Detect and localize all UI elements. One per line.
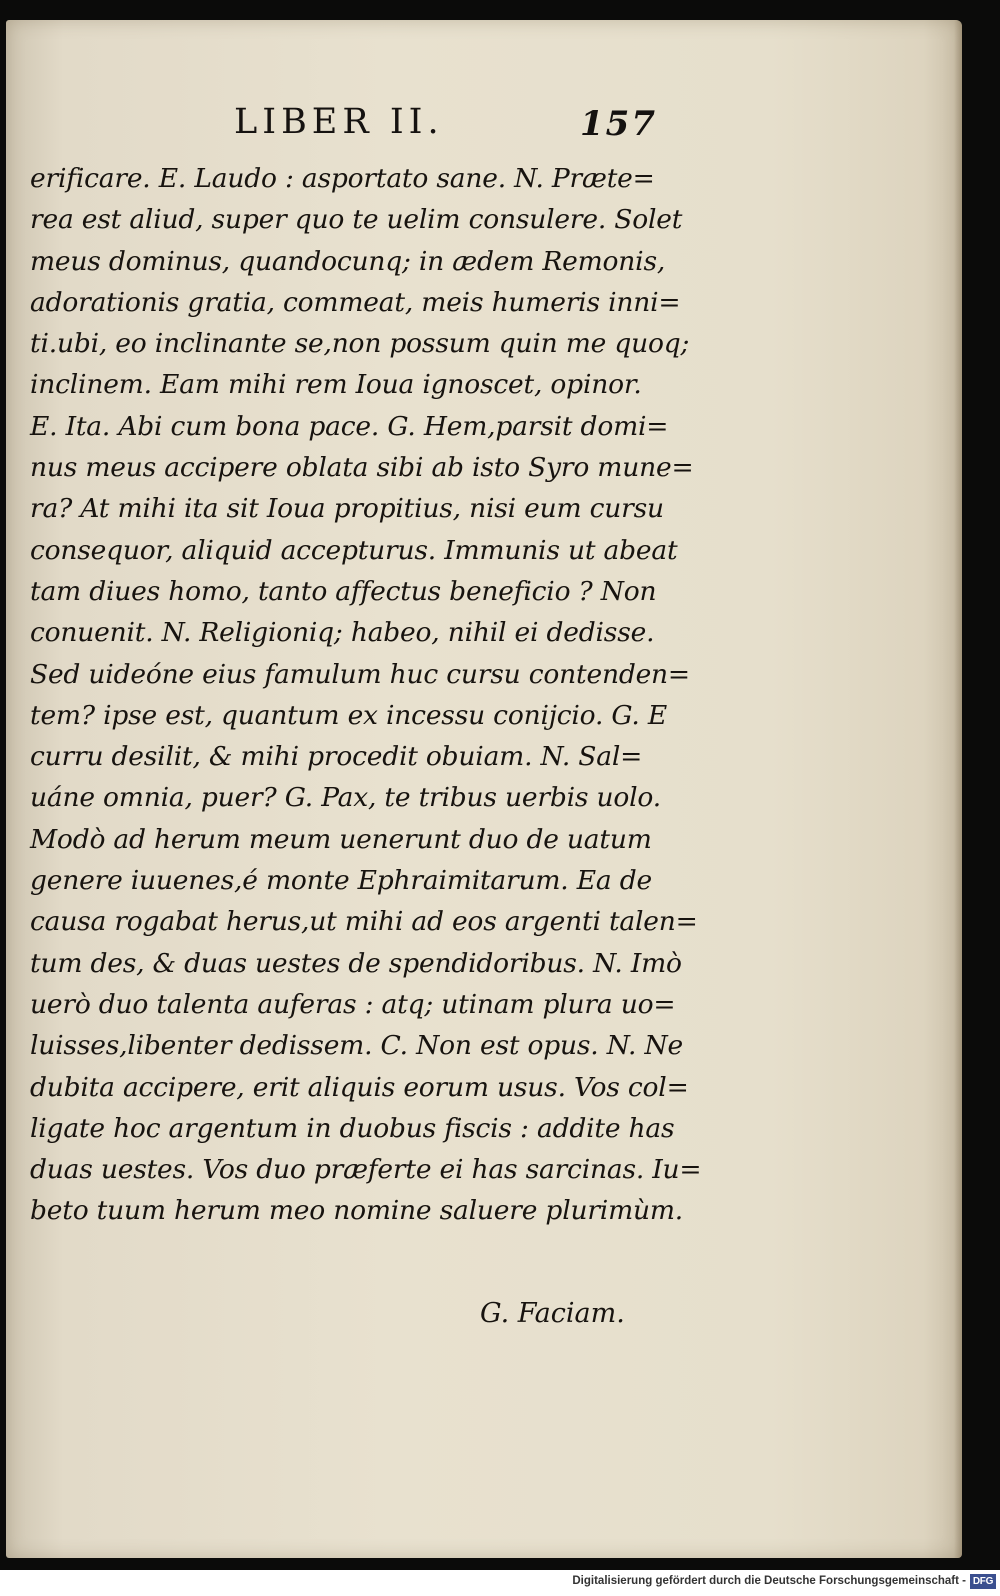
text-line: E. Ita. Abi cum bona pace. G. Hem,parsit domi= (30, 410, 669, 442)
dfg-logo-icon: DFG (970, 1574, 996, 1589)
text-line: tem? ipse est, quantum ex incessu conijcio. G. E (30, 699, 668, 731)
book-page (6, 20, 962, 1558)
digitization-footer (0, 1570, 1000, 1596)
funding-credit: Digitalisierung gefördert durch die Deutsche Forschungsgemeinschaft - (572, 1575, 966, 1587)
text-line: ligate hoc argentum in duobus fiscis : addite has (30, 1112, 675, 1144)
text-line: conuenit. N. Religioniq; habeo, nihil ei dedisse. (30, 617, 655, 649)
text-line: Modò ad herum meum uenerunt duo de uatum (30, 823, 652, 855)
text-line: erificare. E. Laudo : asportato sane. N. Præte= (30, 163, 655, 194)
text-line: rea est aliud, super quo te uelim consulere. Solet (30, 204, 683, 236)
text-line: meus dominus, quandocunq; in ædem Remonis, (30, 245, 666, 277)
text-line: adorationis gratia, commeat, meis humeris inni= (30, 286, 681, 318)
text-line: luisses,libenter dedissem. C. Non est opus. N. Ne (30, 1030, 683, 1062)
text-line: inclinem. Eam mihi rem Ioua ignoscet, opinor. (30, 369, 642, 401)
running-head: LIBER II. (234, 102, 444, 142)
text-line: ra? At mihi ita sit Ioua propitius, nisi eum cursu (30, 493, 664, 525)
text-line: beto tuum herum meo nomine saluere plurimùm. (30, 1195, 684, 1227)
text-line: uerò duo talenta auferas : atq; utinam plura uo= (30, 988, 676, 1020)
text-line: genere iuuenes,é monte Ephraimitarum. Ea de (30, 865, 652, 897)
text-line: dubita accipere, erit aliquis eorum usus. Vos col= (30, 1071, 689, 1103)
text-line: consequor, aliquid accepturus. Immunis ut abeat (30, 534, 678, 566)
text-line: duas uestes. Vos duo præferte ei has sarcinas. Iu= (30, 1154, 702, 1186)
text-line: causa rogabat herus,ut mihi ad eos argenti talen= (30, 906, 698, 938)
text-line: tum des, & duas uestes de spendidoribus. N. Imò (30, 947, 682, 979)
page-header (6, 102, 962, 152)
text-line: tam diues homo, tanto affectus beneficio ? Non (30, 575, 657, 607)
body-text (30, 158, 702, 1232)
text-line: curru desilit, & mihi procedit obuiam. N. Sal= (30, 741, 643, 773)
page-number: 157 (580, 104, 657, 144)
text-line: nus meus accipere oblata sibi ab isto Syro mune= (30, 452, 694, 484)
catchword: G. Faciam. (480, 1298, 625, 1329)
page-edge-shadow (954, 20, 962, 1558)
text-line: ti.ubi, eo inclinante se,non possum quin me quoq; (30, 328, 690, 360)
text-line: uáne omnia, puer? G. Pax, te tribus uerbis uolo. (30, 782, 661, 814)
text-line: Sed uideóne eius famulum huc cursu contenden= (30, 658, 690, 690)
